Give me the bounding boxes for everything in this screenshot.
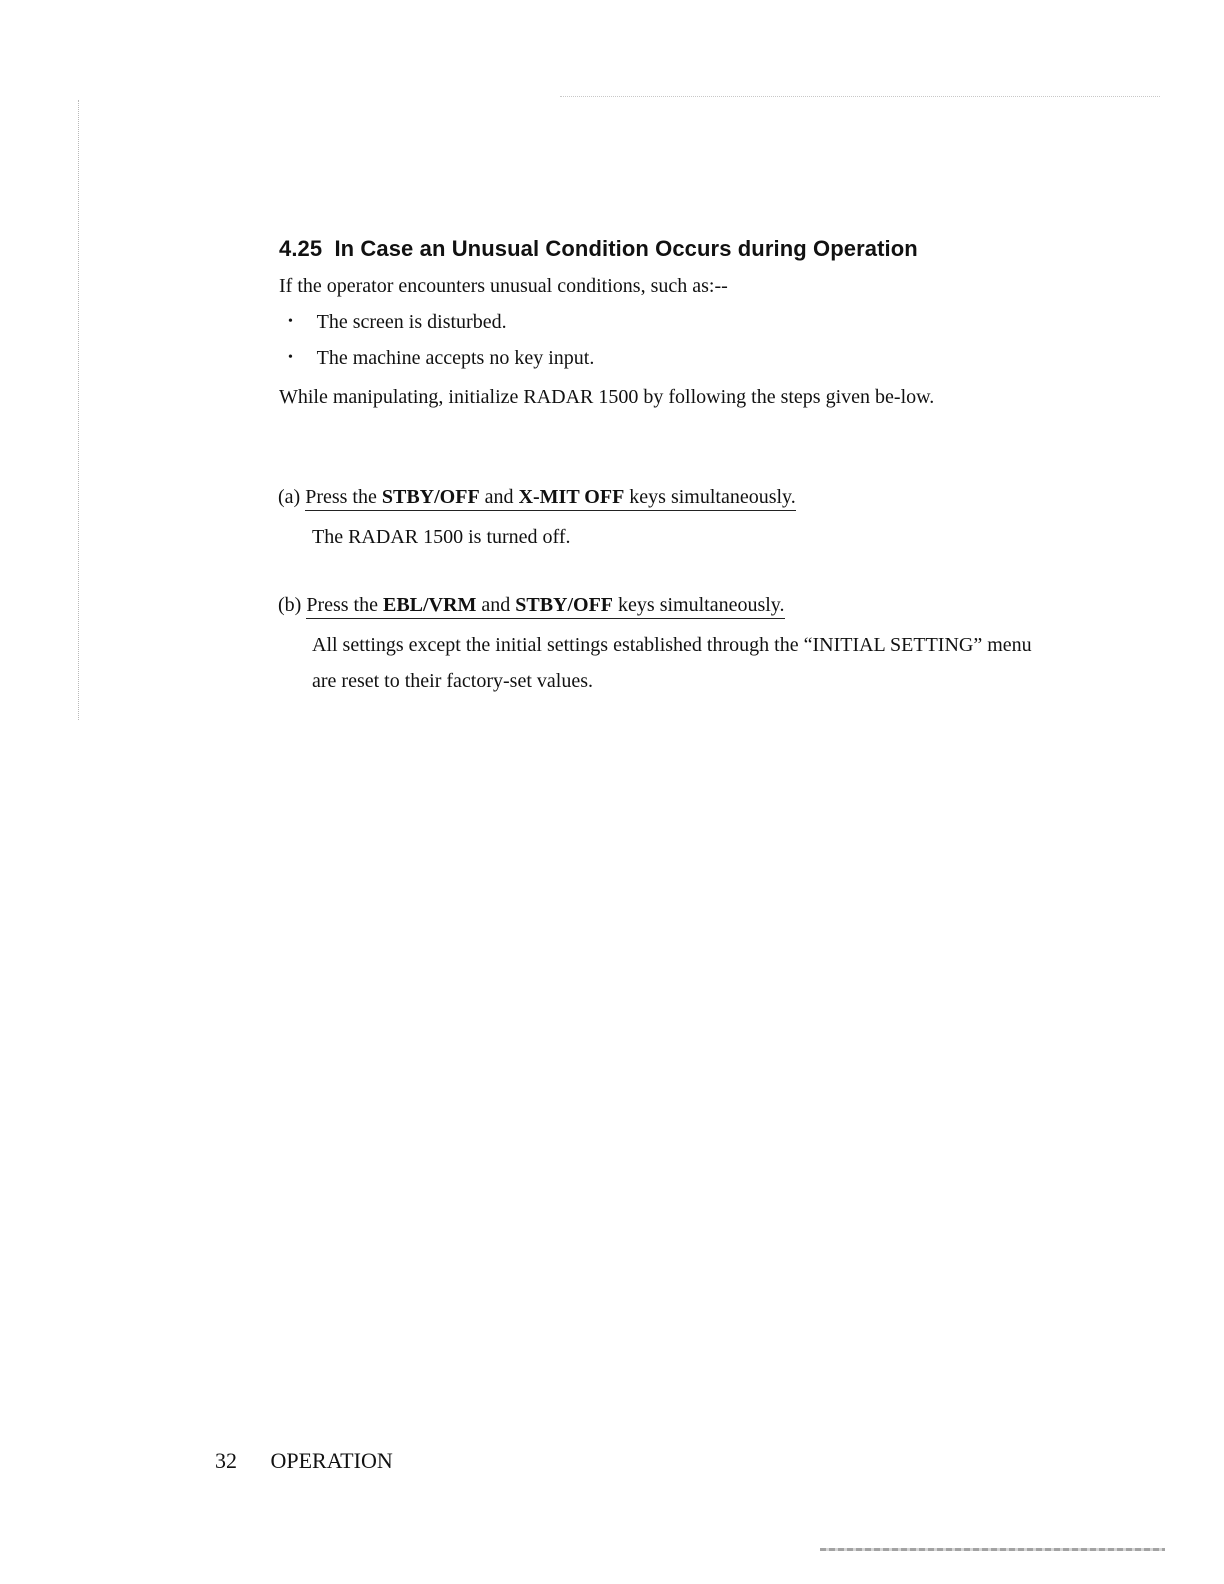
step-conjunction: and bbox=[481, 594, 511, 616]
scan-top-artifact bbox=[560, 96, 1160, 98]
step-b bbox=[278, 594, 1032, 699]
section-number: 4.25 bbox=[279, 236, 323, 261]
key-xmit-off: X-MIT OFF bbox=[518, 486, 625, 508]
step-instruction bbox=[306, 594, 784, 619]
instruction-paragraph: While manipulating, initialize RADAR 1500 by following the steps given be-low. bbox=[279, 386, 935, 408]
section-heading bbox=[279, 236, 918, 262]
page-number: 32 bbox=[215, 1448, 237, 1473]
step-a bbox=[278, 486, 1032, 555]
key-stby-off: STBY/OFF bbox=[515, 594, 614, 616]
bullet-icon: • bbox=[288, 314, 293, 329]
scan-bottom-artifact bbox=[820, 1548, 1165, 1551]
section-title: In Case an Unusual Condition Occurs during Operation bbox=[334, 236, 918, 261]
key-stby-off: STBY/OFF bbox=[381, 486, 480, 508]
step-result: The RADAR 1500 is turned off. bbox=[312, 526, 571, 548]
step-instruction bbox=[305, 486, 796, 511]
scan-edge-artifact bbox=[78, 100, 81, 720]
condition-list bbox=[288, 308, 594, 380]
key-ebl-vrm: EBL/VRM bbox=[383, 594, 477, 616]
bullet-icon: • bbox=[288, 350, 293, 365]
list-item bbox=[288, 344, 594, 380]
list-item-text: The machine accepts no key input. bbox=[316, 347, 595, 369]
chapter-name: OPERATION bbox=[270, 1448, 393, 1473]
step-marker: (b) bbox=[278, 594, 302, 616]
list-item bbox=[288, 308, 594, 344]
step-suffix: keys simultaneously. bbox=[618, 594, 785, 616]
list-item-text: The screen is disturbed. bbox=[316, 311, 507, 333]
page-footer bbox=[215, 1448, 393, 1474]
step-prefix: Press the bbox=[305, 486, 377, 508]
step-result: All settings except the initial settings established through the “INITIAL SETTING” menu are reset to their factory-set values. bbox=[312, 634, 1032, 692]
intro-text: If the operator encounters unusual conditions, such as:-- bbox=[279, 275, 728, 297]
step-suffix: keys simultaneously. bbox=[629, 486, 796, 508]
step-prefix: Press the bbox=[306, 594, 378, 616]
step-conjunction: and bbox=[484, 486, 514, 508]
step-marker: (a) bbox=[278, 486, 301, 508]
